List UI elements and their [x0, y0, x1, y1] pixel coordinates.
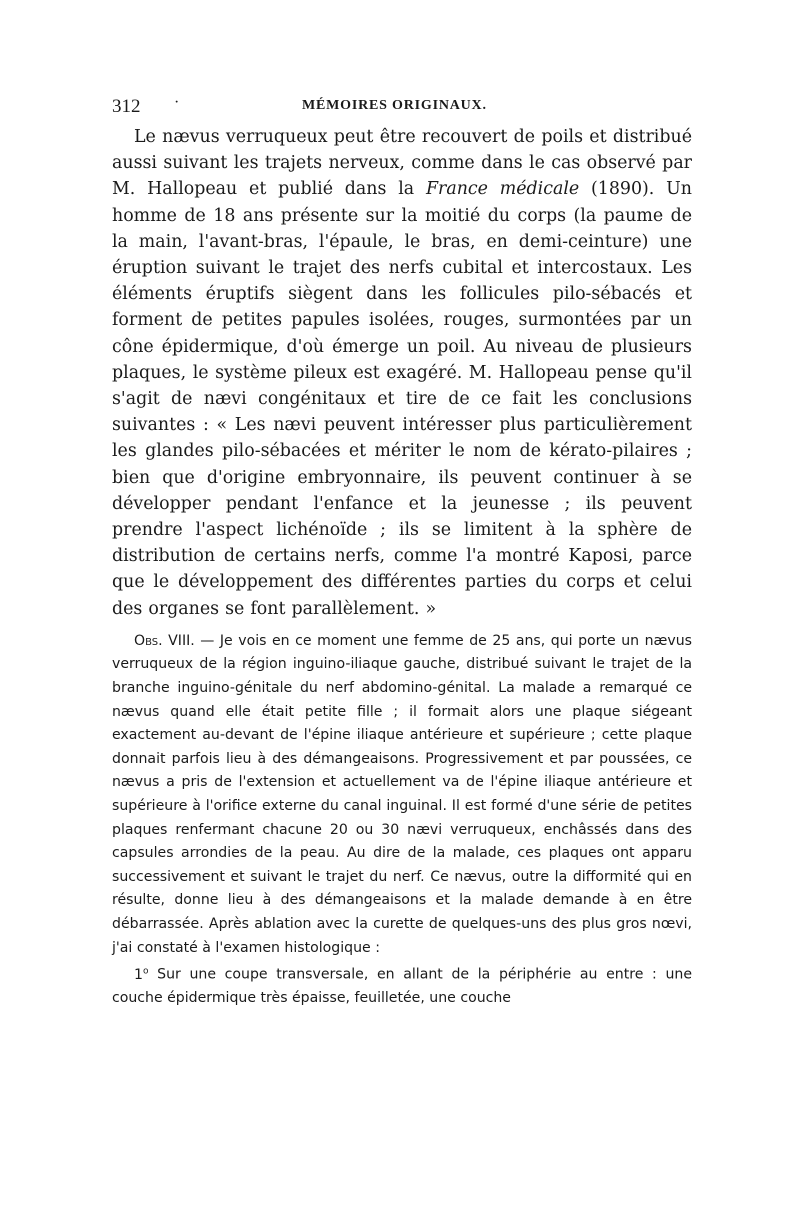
observation-block	[112, 630, 692, 1011]
page-number: 312	[112, 96, 141, 117]
list-number	[134, 967, 148, 983]
paragraph-text-end: (1890). Un homme de 18 ans présente sur la moitié du corps (la paume de la main, l'avant-bras, l'épaule, le bras, en demi-ceinture) une éruption suivant le trajet des nerfs cubital et intercostaux. Les éléments éruptifs siègent dans les follicules pilo-sébacés et forment de petites papules isolées, rouges, surmontées par un cône épidermique, d'où émerge un poil. Au niveau de plusieurs plaques, le système pileux est exagéré. M. Hallopeau pense qu'il s'agit de nævi congénitaux et tire de ce fait les conclusions suivantes : « Les nævi peuvent intéresser plus particulièrement les glandes pilo-sébacées et mériter le nom de kérato-pilaires ; bien que d'origine embryonnaire, ils peuvent continuer à se développer pendant l'enfance et la jeunesse ; ils peuvent prendre l'aspect lichénoïde ; ils se limitent à la sphère de distribution de certains nerfs, comme l'a montré Kaposi, parce que le développement des différentes parties du corps et celui des organes se font parallèlement. »	[112, 179, 692, 619]
list-number-sup: o	[142, 966, 149, 977]
observation-text: — Je vois en ce moment une femme de 25 ans, qui porte un nævus verruqueux de la région inguino-iliaque gauche, distribué suivant le trajet de la branche inguino-génitale du nerf abdomino-génital. La malade a remarqué ce nævus quand elle était petite fille ; il formait alors une plaque siégeant exactement au-devant de l'épine iliaque antérieure et supérieure ; cette plaque donnait parfois lieu à des démangeaisons. Progressivement et par poussées, ce nævus a pris de l'extension et actuellement va de l'épine iliaque antérieure et supérieure à l'orifice externe du canal inguinal. Il est formé d'une série de petites plaques renfermant chacune 20 ou 30 nævi verruqueux, enchâssés dans des capsules arrondies de la peau. Au dire de la malade, ces plaques ont apparu successivement et suivant le trajet du nerf. Ce nævus, outre la difformité qui en résulte, donne lieu à des démangeaisons et la malade demande à en être débarrassée. Après ablation avec la curette de quelques-uns des plus gros nœvi, j'ai constaté à l'examen histologique :	[112, 632, 692, 956]
observation-list-item	[112, 960, 692, 1011]
paragraph-text-start: Le nævus verruqueux peut être recouvert de poils et distribué aussi suivant les trajets nerveux, comme dans le cas observé par M. Hallopeau et publié dans la	[112, 127, 692, 200]
page-header	[112, 92, 692, 122]
running-head: MÉMOIRES ORIGINAUX.	[302, 98, 487, 113]
list-item-text: Sur une coupe transversale, en allant de la périphérie au entre : une couche épidermique très épaisse, feuilletée, une couche	[112, 966, 692, 1007]
journal-title: France médicale	[425, 179, 580, 200]
main-body	[112, 124, 692, 622]
observation-paragraph	[112, 630, 692, 960]
paragraph-hallopeau	[112, 124, 692, 622]
header-dot: ·	[174, 94, 180, 111]
list-number-digit: 1	[134, 966, 143, 983]
document-page	[112, 92, 692, 1011]
observation-label: Obs. VIII.	[134, 632, 195, 649]
